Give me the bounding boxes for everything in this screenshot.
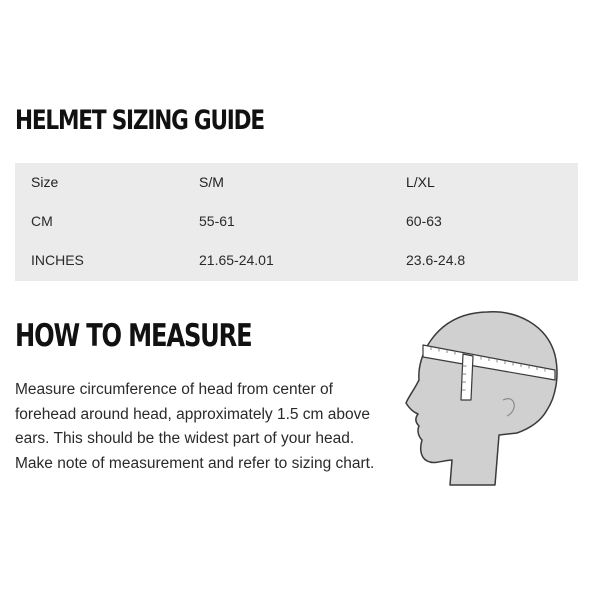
row-label-inches: INCHES: [31, 252, 84, 268]
header-l-xl: L/XL: [406, 174, 435, 190]
how-to-measure-title: HOW TO MEASURE: [15, 318, 252, 354]
inches-l-xl-value: 23.6-24.8: [406, 252, 466, 268]
header-size: Size: [31, 174, 59, 190]
measure-instructions: Measure circumference of head from center of forehead around head, approximately 1.5 cm above ears. This should be the widest part of your head. Make note of measurement and refer to sizing chart.: [15, 381, 375, 472]
cm-l-xl-value: 60-63: [406, 213, 442, 229]
sizing-table: [15, 163, 578, 281]
sizing-guide-title: HELMET SIZING GUIDE: [15, 105, 264, 136]
head-silhouette: [406, 312, 557, 485]
header-s-m: S/M: [199, 174, 224, 190]
table-row-inches: [15, 241, 578, 280]
inches-s-m-value: 21.65-24.01: [199, 252, 274, 268]
head-with-measuring-tape-icon: [395, 300, 575, 500]
cm-s-m-value: 55-61: [199, 213, 235, 229]
measuring-tape-end: [461, 354, 473, 400]
row-label-cm: CM: [31, 213, 53, 229]
table-row-cm: [15, 202, 578, 241]
table-header-row: [15, 163, 578, 202]
